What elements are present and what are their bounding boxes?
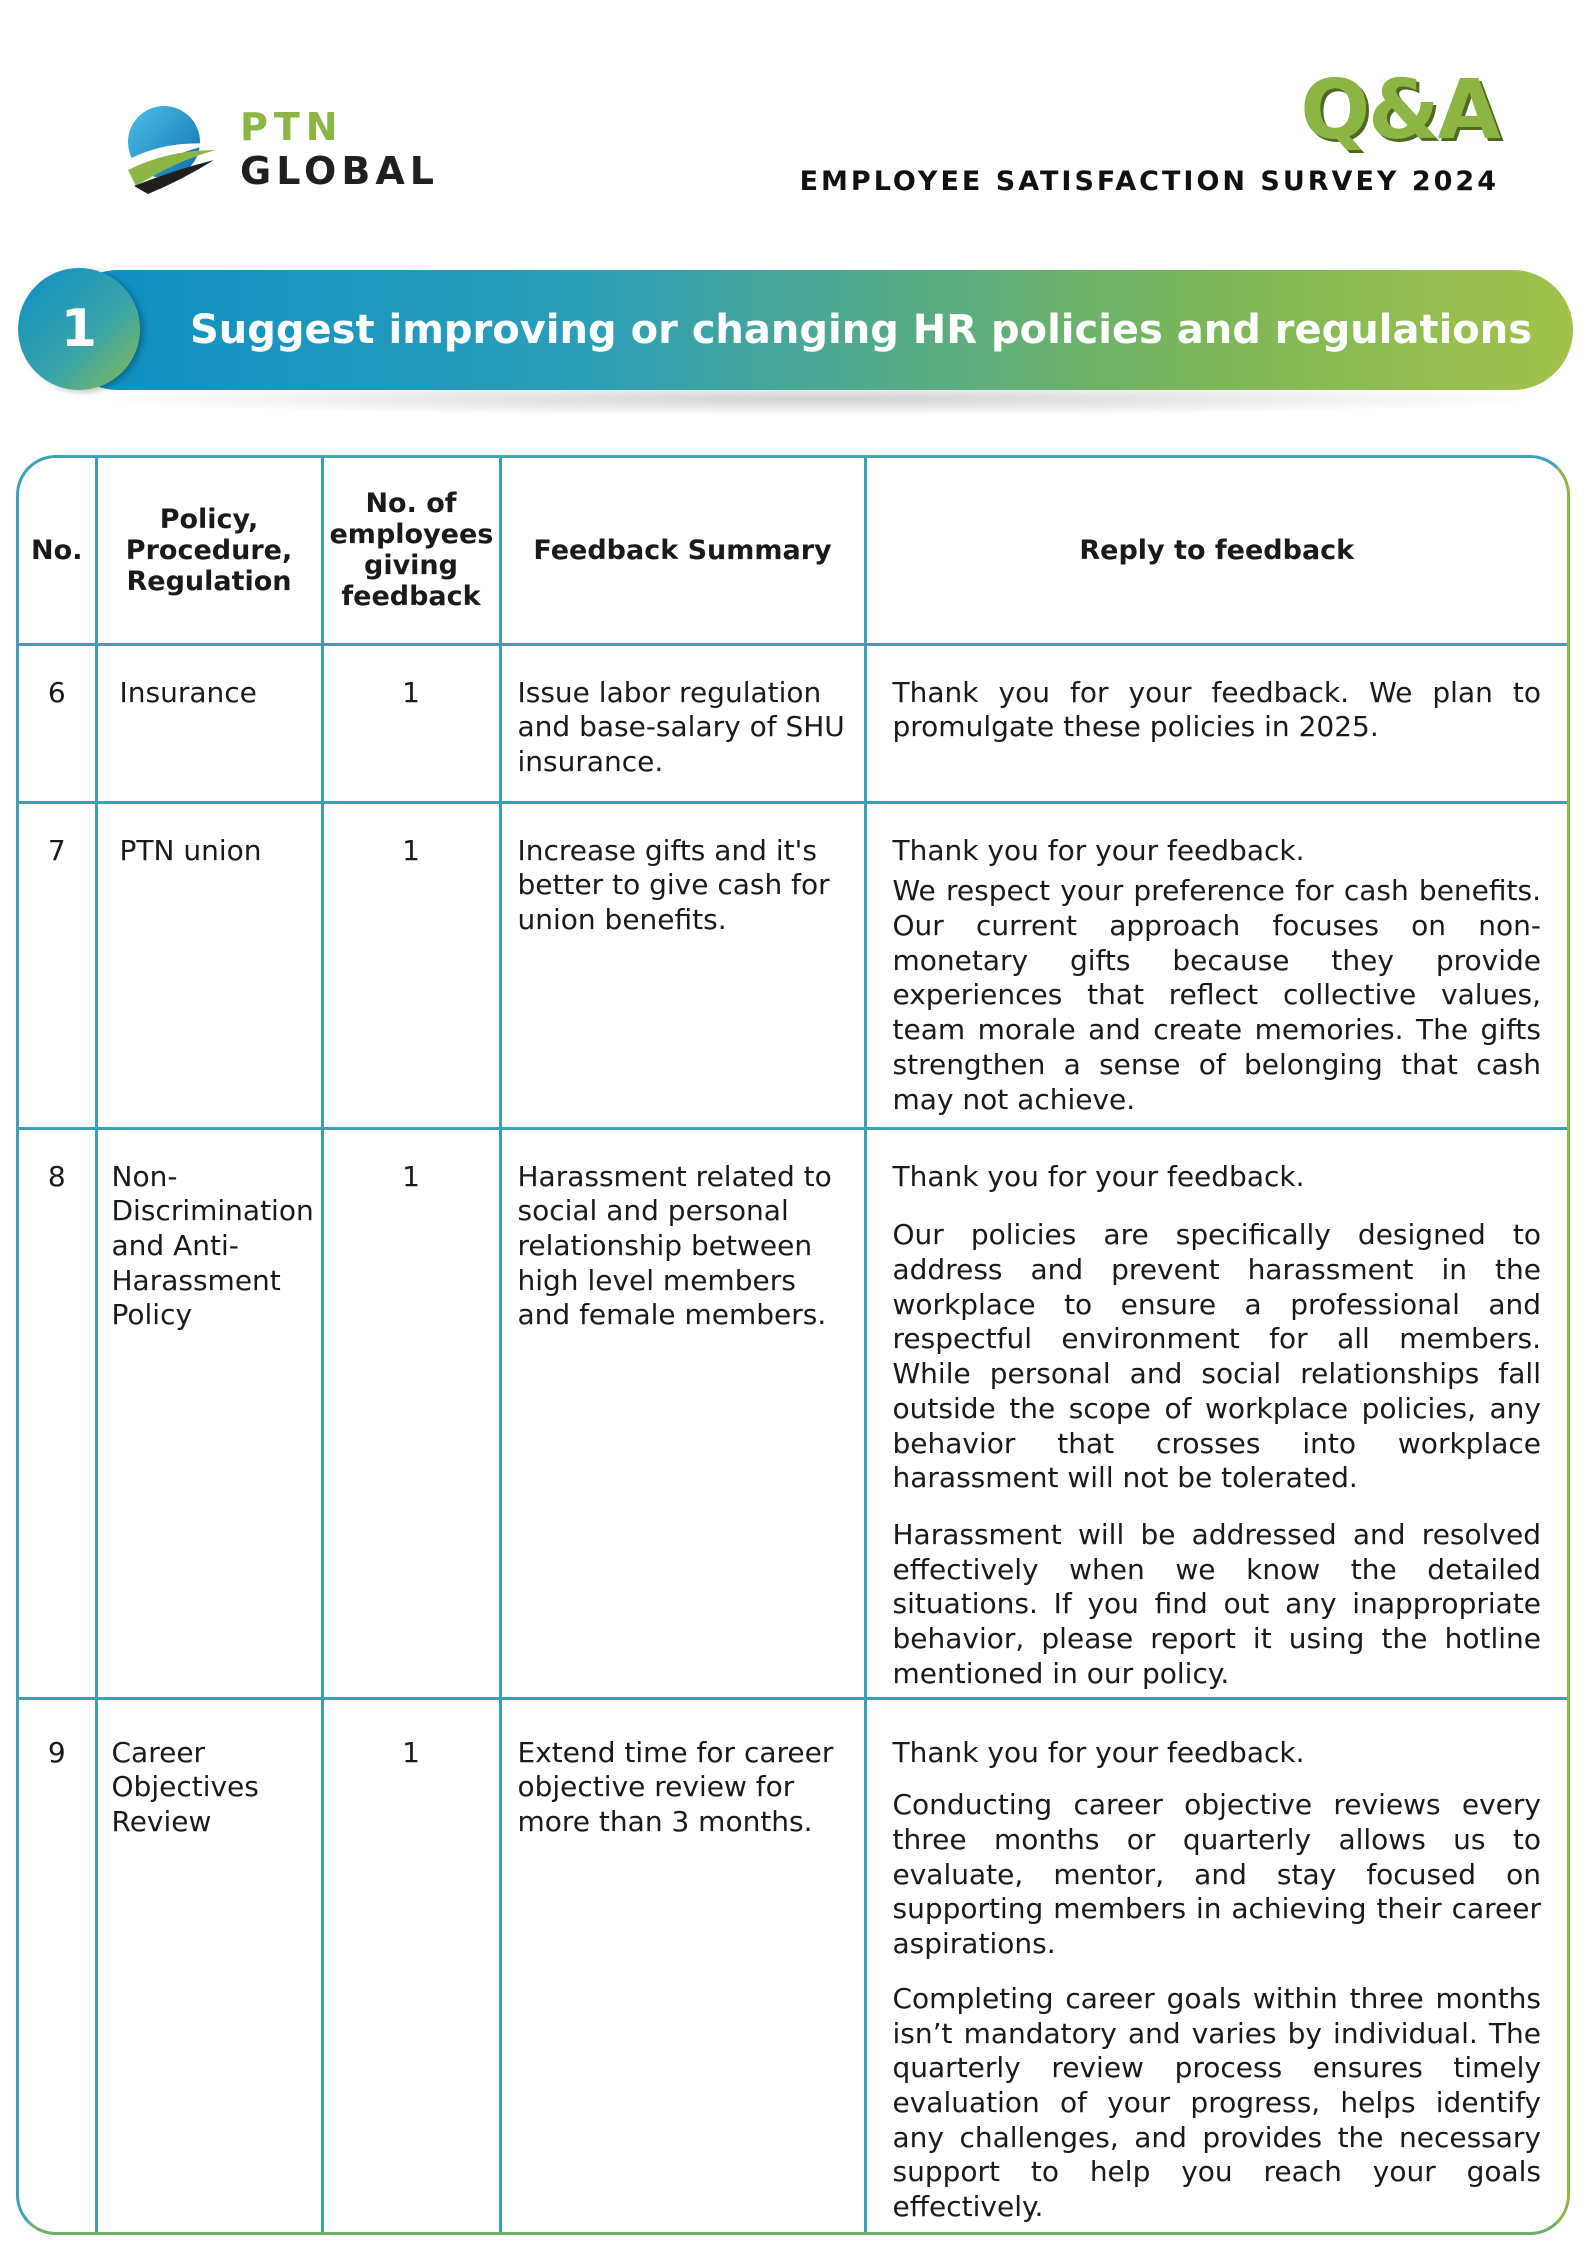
row-count: 1 (322, 802, 500, 1128)
row-reply (865, 1698, 1567, 2232)
row-no: 7 (19, 802, 96, 1128)
company-logo (122, 100, 439, 200)
reply-paragraph: We respect your preference for cash benefits. Our current approach focuses on non-monetary gifts because they provide experiences that reflect collective values, team morale and create memories. The gifts strengthen a sense of belonging that cash may not achieve. (892, 874, 1541, 1116)
row-summary: Issue labor regulation and base-salary of SHU insurance. (500, 644, 865, 802)
row-policy: Insurance (96, 644, 322, 802)
header-reply: Reply to feedback (865, 458, 1567, 644)
reply-paragraph: Completing career goals within three months isn’t mandatory and varies by individual. The quarterly review process ensures timely evaluation of your progress, helps identify any challenges, and provides the necessary support to help you reach your goals effectively. (892, 1981, 1541, 2224)
row-policy: Non-Discrimination and Anti-Harassment Policy (96, 1128, 322, 1698)
reply-paragraph: Harassment will be addressed and resolved effectively when we know the detailed situations. If you find out any inappropriate behavior, please report it using the hotline mentioned in our policy. (892, 1517, 1541, 1690)
row-summary: Harassment related to social and personal relationship between high level members and female members. (500, 1128, 865, 1698)
table-row (19, 802, 1567, 1128)
table-header-row (19, 458, 1567, 644)
section-banner (18, 270, 1573, 390)
row-count: 1 (322, 644, 500, 802)
row-reply (865, 1128, 1567, 1698)
row-no: 9 (19, 1698, 96, 2232)
section-number-badge (18, 268, 140, 390)
header-summary: Feedback Summary (500, 458, 865, 644)
logo-name-bottom: GLOBAL (240, 149, 439, 193)
globe-logo-icon (122, 100, 222, 200)
reply-paragraph: Thank you for your feedback. (892, 1735, 1305, 1769)
row-summary: Increase gifts and it's better to give cash for union benefits. (500, 802, 865, 1128)
survey-title: EMPLOYEE SATISFACTION SURVEY 2024 (799, 166, 1499, 197)
table-row (19, 644, 1567, 802)
row-reply (865, 802, 1567, 1128)
section-title: Suggest improving or changing HR policies and regulations (190, 307, 1533, 353)
header-policy: Policy, Procedure, Regulation (96, 458, 322, 644)
feedback-table (16, 455, 1570, 2235)
header-no: No. (19, 458, 96, 644)
table-row (19, 1128, 1567, 1698)
row-count: 1 (322, 1128, 500, 1698)
section-number: 1 (60, 299, 98, 359)
reply-paragraph: Thank you for your feedback. (892, 833, 1305, 867)
reply-paragraph: Thank you for your feedback. (892, 1159, 1305, 1193)
reply-paragraph: Conducting career objective reviews every three months or quarterly allows us to evaluate, mentor, and stay focused on supporting members in achieving their career aspirations. (892, 1788, 1541, 1961)
row-count: 1 (322, 1698, 500, 2232)
qa-heading: Q&A (1300, 63, 1499, 158)
header-count: No. of employees giving feedback (322, 458, 500, 644)
row-summary: Extend time for career objective review for more than 3 months. (500, 1698, 865, 2232)
row-policy: PTN union (96, 802, 322, 1128)
reply-paragraph: Our policies are specifically designed to address and prevent harassment in the workplace to ensure a professional and respectful environment for all members. While personal and social relationships fall outside the scope of workplace policies, any behavior that crosses into workplace harassment will not be tolerated. (892, 1218, 1541, 1495)
row-policy: Career Objectives Review (96, 1698, 322, 2232)
row-no: 6 (19, 644, 96, 802)
row-no: 8 (19, 1128, 96, 1698)
row-reply (865, 644, 1567, 802)
logo-name-top: PTN (240, 105, 344, 149)
table-row (19, 1698, 1567, 2232)
reply-paragraph: Thank you for your feedback. We plan to promulgate these policies in 2025. (892, 675, 1541, 744)
